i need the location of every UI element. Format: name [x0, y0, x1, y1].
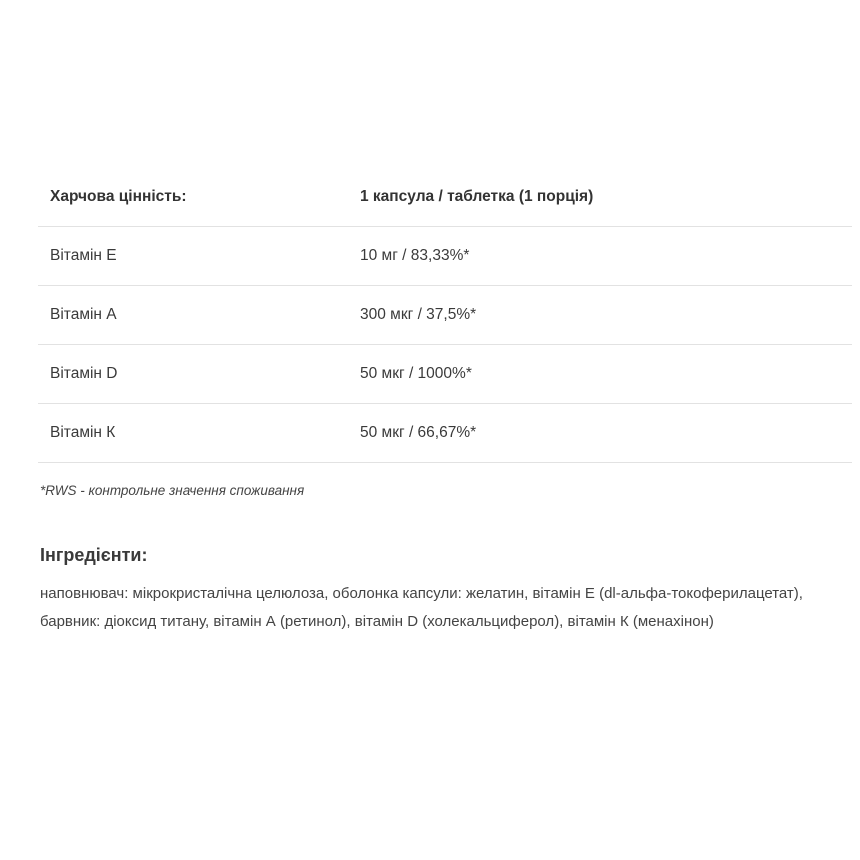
- table-row: [38, 227, 852, 286]
- product-info: [38, 168, 852, 636]
- ingredients-title: Інгредієнти:: [40, 545, 148, 565]
- nutrition-header-serving: 1 капсула / таблетка (1 порція): [348, 168, 852, 227]
- nutrient-amount: 50 мкг / 66,67%*: [348, 404, 852, 463]
- rws-footnote: *RWS - контрольне значення споживання: [40, 483, 305, 498]
- table-row: [38, 345, 852, 404]
- nutrient-name: Вітамін К: [38, 404, 348, 463]
- nutrient-name: Вітамін А: [38, 286, 348, 345]
- nutrient-amount: 10 мг / 83,33%*: [348, 227, 852, 286]
- table-row: [38, 404, 852, 463]
- nutrient-amount: 300 мкг / 37,5%*: [348, 286, 852, 345]
- nutrient-name: Вітамін D: [38, 345, 348, 404]
- nutrition-table: [38, 168, 852, 463]
- table-row: [38, 286, 852, 345]
- ingredients-text: наповнювач: мікрокристалічна целюлоза, оболонка капсули: желатин, вітамін Е (dl-альфа-токоферилацетат), барвник: діоксид титану, вітамін А (ретинол), вітамін D (холекальциферол), вітамін К (менахінон): [40, 585, 803, 630]
- table-header-row: [38, 168, 852, 227]
- nutrition-header-label: Харчова цінність:: [38, 168, 348, 227]
- nutrient-amount: 50 мкг / 1000%*: [348, 345, 852, 404]
- nutrient-name: Вітамін Е: [38, 227, 348, 286]
